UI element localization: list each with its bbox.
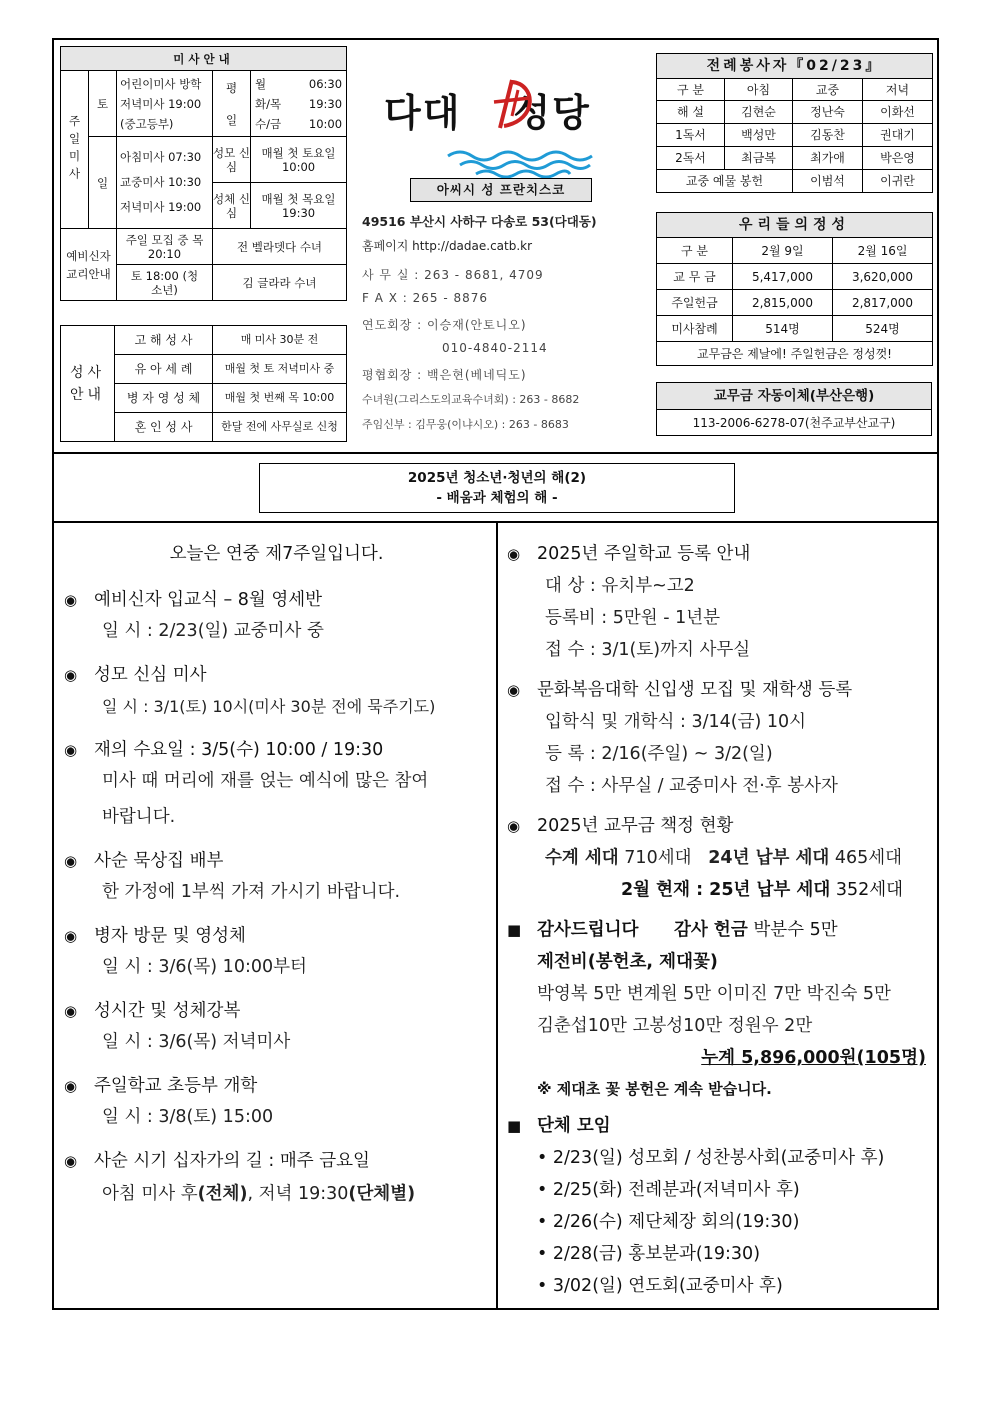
notice-title (64, 1076, 489, 1097)
sacraments-table (60, 325, 347, 442)
sacrament-name: 혼 인 성 사 (115, 413, 213, 442)
list-item: 어린이미사 방학 (120, 76, 202, 91)
table-header: 2월 16일 (833, 238, 933, 264)
bullet-icon: ◉ (507, 545, 521, 563)
patron-saint-label: 아씨시 성 프란치스코 (410, 178, 592, 202)
weekday-label-1: 평 (225, 80, 238, 95)
saturday-label: 토 (89, 71, 117, 137)
sunday-mass-list (117, 137, 213, 229)
notice-title-text: 주일학교 초등부 개학 (94, 1076, 258, 1096)
table-cell: 해 설 (657, 101, 725, 124)
notice-line: 등 록 : 2/16(주일) ~ 3/2(일) (545, 744, 773, 764)
table-cell: 정난숙 (793, 101, 863, 124)
dues-line (507, 848, 932, 869)
offering-label: 교중 예물 봉헌 (657, 170, 793, 193)
notice-title (507, 680, 932, 701)
list-item: • 2/26(수) 제단체장 회의(19:30) (537, 1212, 800, 1232)
right-column (507, 544, 932, 1297)
table-header: 아침 (725, 79, 793, 101)
notice-text: (전체) (197, 1184, 248, 1204)
notice-title (64, 740, 489, 761)
table-cell: 2,815,000 (733, 290, 833, 316)
mass-guide-title: 미사안내 (61, 47, 347, 71)
catechumen-teacher: 전 벨라뎃다 수녀 (213, 229, 347, 265)
dues-value: 352세대 (835, 880, 904, 900)
notice-line: 일 시 : 3/1(토) 10시(미사 30분 전에 묵주기도) (102, 697, 436, 716)
groups-title (507, 1116, 932, 1137)
notice-title (64, 926, 489, 947)
table-header: 구 분 (657, 238, 733, 264)
table-cell: 2독서 (657, 147, 725, 170)
dues-value: 710세대 (624, 848, 692, 868)
table-cell: 최금복 (725, 147, 793, 170)
sacrament-name: 고 해 성 사 (115, 326, 213, 355)
list-item: • 2/25(화) 전례분과(저녁미사 후) (537, 1180, 800, 1200)
bullet-icon: ◉ (64, 927, 78, 945)
list-item: • 2/23(일) 성모회 / 성찬봉사회(교중미사 후) (537, 1148, 885, 1168)
group-meeting: 2/26(수) 제단체장 회의(19:30) (552, 1212, 800, 1232)
catechumen-teacher: 김 글라라 수녀 (213, 265, 347, 301)
sunday-mass-label: 주일미사 (61, 71, 89, 229)
notice-title-text: 문화복음대학 신입생 모집 및 재학생 등록 (537, 680, 853, 700)
table-header: 저녁 (863, 79, 933, 101)
group-meeting: 2/25(화) 전례분과(저녁미사 후) (552, 1180, 800, 1200)
notice-title-text: 사순 묵상집 배부 (94, 851, 224, 871)
notice-line: 대 상 : 유치부~고2 (545, 576, 695, 596)
list-item: • 3/02(일) 연도회(교중미사 후) (537, 1276, 783, 1296)
notice-line: 일 시 : 3/8(토) 15:00 (102, 1107, 274, 1127)
offerings-note: 교무금은 제날에! 주일헌금은 정성껏! (657, 342, 933, 366)
sacrament-name: 병 자 영 성 체 (115, 384, 213, 413)
lay-council-chair: 평협회장 : 백은현(베네딕도) (362, 368, 527, 382)
liturgy-servers-table (656, 53, 933, 193)
notice-title (507, 544, 932, 565)
table-cell: 이화선 (863, 101, 933, 124)
table-cell: 2,817,000 (833, 290, 933, 316)
table-cell: 524명 (833, 316, 933, 342)
altar-line: 김춘섭10만 고봉성10만 정원우 2만 (537, 1016, 813, 1036)
weekday-time: 10:00 (308, 116, 343, 131)
table-cell: 교 무 금 (657, 264, 733, 290)
auto-transfer-table (656, 382, 932, 436)
year-theme-line1: 2025년 청소년·청년의 해(2) (407, 470, 587, 486)
table-cell: 김현순 (725, 101, 793, 124)
table-cell: 514명 (733, 316, 833, 342)
bullet-icon: ◉ (64, 741, 78, 759)
group-meeting: 2/23(일) 성모회 / 성찬봉사회(교중미사 후) (552, 1148, 885, 1168)
dues-label: 24년 납부 세대 (708, 848, 830, 868)
saturday-mass-list (117, 71, 213, 137)
dues-value: 465세대 (834, 848, 903, 868)
church-logo-icon (490, 76, 540, 134)
notice-line: 접 수 : 사무실 / 교중미사 전·후 봉사자 (545, 776, 838, 796)
bulletin-page (52, 38, 939, 1310)
table-cell: 5,417,000 (733, 264, 833, 290)
groups-title-text: 단체 모임 (537, 1116, 611, 1136)
notice-text: , 저녁 19:30 (247, 1184, 349, 1204)
left-column (64, 544, 489, 1205)
table-cell: 이귀란 (863, 170, 933, 193)
notice-title (64, 665, 489, 686)
dues-label: 수계 세대 (545, 848, 619, 868)
notice-title-text: 사순 시기 십자가의 길 : 매주 금요일 (94, 1151, 370, 1171)
total-line (507, 1048, 932, 1069)
notice-line: 일 시 : 3/6(목) 10:00부터 (102, 957, 307, 977)
dues-label: 2월 현재 : 25년 납부 세대 (621, 880, 831, 900)
year-theme-line2: - 배움과 체험의 해 - (436, 490, 558, 506)
thanks-offering-label: 감사 헌금 (674, 920, 748, 940)
bullet-icon: ◉ (64, 591, 78, 609)
table-header: 구 분 (657, 79, 725, 101)
dues-line (507, 880, 932, 901)
liturgy-servers-title: 전례봉사자『02/23』 (657, 54, 933, 79)
thanks-title-text: 감사드립니다 (537, 920, 639, 940)
weekday-day: 화/목 (255, 96, 282, 111)
table-cell: 최가애 (793, 147, 863, 170)
notice-title (507, 816, 932, 837)
table-cell: 박은영 (863, 147, 933, 170)
mass-guide-table (60, 46, 347, 301)
sacrament-name: 유 아 세 례 (115, 355, 213, 384)
notice-text: 아침 미사 후 (102, 1184, 198, 1204)
bullet-icon: ◉ (64, 852, 78, 870)
table-header: 교중 (793, 79, 863, 101)
bullet-icon: ◉ (64, 1152, 78, 1170)
table-cell: 3,620,000 (833, 264, 933, 290)
notice-title (64, 851, 489, 872)
column-divider (496, 521, 498, 1310)
total-amount: 누계 5,896,000원(105명) (701, 1048, 926, 1068)
council-chair: 연도회장 : 이승재(안토니오) (362, 318, 527, 332)
altar-line: 박영복 5만 변계원 5만 이미진 7만 박진숙 5만 (537, 984, 891, 1004)
table-cell: 주일헌금 (657, 290, 733, 316)
thanks-offering: 박분수 5만 (753, 920, 838, 940)
weekday-day: 수/금 (255, 116, 282, 131)
table-cell: 김동찬 (793, 124, 863, 147)
table-cell: 이범석 (793, 170, 863, 193)
intro-text: 오늘은 연중 제7주일입니다. (169, 544, 384, 564)
sacraments-label: 성사 안내 (61, 326, 115, 442)
auto-transfer-account: 113-2006-6278-07(천주교부산교구) (657, 410, 932, 436)
weekday-label-2: 일 (225, 112, 238, 127)
list-item: (중고등부) (120, 116, 174, 131)
notice-line (64, 1184, 489, 1205)
weekday-mass-list (251, 71, 347, 137)
notice-line: 한 가정에 1부씩 가져 가시기 바랍니다. (102, 882, 401, 902)
council-phone: 010-4840-2114 (442, 341, 548, 355)
list-item: 교중미사 10:30 (120, 175, 202, 189)
notice-title-text: 재의 수요일 : 3/5(수) 10:00 / 19:30 (94, 740, 384, 760)
list-item: 저녁미사 19:00 (120, 200, 202, 214)
notice-title-text: 성시간 및 성체강복 (94, 1001, 241, 1021)
bullet-icon: ◉ (507, 817, 521, 835)
altar-note: ※ 제대초 꽃 봉헌은 계속 받습니다. (537, 1080, 772, 1098)
sacrament-info: 한달 전에 사무실로 신청 (213, 413, 347, 442)
table-cell: 권대기 (863, 124, 933, 147)
bullet-icon: ◉ (507, 681, 521, 699)
church-name-part1: 다대 (384, 91, 462, 135)
eucharist-label: 성체 신심 (213, 183, 251, 229)
square-bullet-icon: ■ (507, 1117, 522, 1135)
office-phone: 사 무 실 : 263 - 8681, 4709 (362, 268, 544, 282)
notice-line: 등록비 : 5만원 - 1년분 (545, 608, 721, 628)
notice-line: 일 시 : 3/6(목) 저녁미사 (102, 1032, 291, 1052)
catechumen-time: 토 18:00 (청소년) (117, 265, 213, 301)
notice-title-text: 예비신자 입교식 – 8월 영세반 (94, 590, 323, 610)
table-header: 2월 9일 (733, 238, 833, 264)
bullet-icon: ◉ (64, 1077, 78, 1095)
weekday-time: 19:30 (308, 96, 343, 111)
notice-line: 입학식 및 개학식 : 3/14(금) 10시 (545, 712, 807, 732)
notice-title (64, 590, 489, 611)
auto-transfer-title: 교무금 자동이체(부산은행) (657, 383, 932, 410)
notice-line: 접 수 : 3/1(토)까지 사무실 (545, 640, 751, 660)
table-cell: 백성만 (725, 124, 793, 147)
notice-text: (단체별) (348, 1184, 416, 1204)
notice-line: 일 시 : 2/23(일) 교중미사 중 (102, 621, 324, 641)
weekday-time: 06:30 (308, 76, 343, 91)
notice-title-text: 2025년 교무금 책정 현황 (537, 816, 734, 836)
church-address: 49516 부산시 사하구 다송로 53(다대동) (362, 214, 597, 229)
notice-title-text: 성모 신심 미사 (94, 665, 207, 685)
notice-title (64, 1151, 489, 1172)
notice-line: 바랍니다. (102, 807, 176, 827)
marian-time: 매월 첫 토요일 10:00 (251, 137, 347, 183)
notice-line: 미사 때 머리에 재를 얹는 예식에 많은 참여 (102, 771, 429, 791)
bullet-icon: ◉ (64, 666, 78, 684)
altar-title: 제전비(봉헌초, 제대꽃) (537, 952, 718, 972)
table-cell: 1독서 (657, 124, 725, 147)
year-theme-box (259, 463, 735, 513)
notice-title (64, 1001, 489, 1022)
table-cell: 미사참례 (657, 316, 733, 342)
offerings-table (656, 212, 933, 366)
square-bullet-icon: ■ (507, 921, 522, 939)
weekday-day: 월 (255, 76, 267, 91)
convent-phone: 수녀원(그리스도의교육수녀회) : 263 - 8682 (362, 393, 580, 406)
list-item: 아침미사 07:30 (120, 150, 202, 164)
fax-number: F A X : 265 - 8876 (362, 291, 489, 305)
marian-label: 성모 신심 (213, 137, 251, 183)
bullet-icon: ◉ (64, 1002, 78, 1020)
sunday-day-label: 일 (89, 137, 117, 229)
waves-icon (446, 148, 602, 178)
pastor-phone: 주임신부 : 김무웅(이냐시오) : 263 - 8683 (362, 418, 569, 431)
top-divider (54, 452, 937, 454)
church-name-part2: 성당 (513, 91, 591, 135)
thanks-title (507, 920, 932, 941)
sacrament-info: 매 미사 30분 전 (213, 326, 347, 355)
catechumen-label: 예비신자 교리안내 (61, 229, 117, 301)
sacrament-info: 매월 첫 번째 목 10:00 (213, 384, 347, 413)
church-homepage[interactable]: 홈페이지 http://dadae.catb.kr (362, 239, 533, 253)
sacrament-info: 매월 첫 토 저녁미사 중 (213, 355, 347, 384)
notice-title-text: 병자 방문 및 영성체 (94, 926, 246, 946)
weekday-label (213, 71, 251, 137)
list-item: 저녁미사 19:00 (120, 96, 202, 111)
group-meeting: 2/28(금) 홍보분과(19:30) (552, 1244, 761, 1264)
list-item: • 2/28(금) 홍보분과(19:30) (537, 1244, 761, 1264)
group-meeting: 3/02(일) 연도회(교중미사 후) (552, 1276, 783, 1296)
notice-title-text: 2025년 주일학교 등록 안내 (537, 544, 751, 564)
catechumen-time: 주일 모집 중 목 20:10 (117, 229, 213, 265)
offerings-title: 우리들의정성 (657, 213, 933, 238)
eucharist-time: 매월 첫 목요일 19:30 (251, 183, 347, 229)
church-name (384, 82, 591, 137)
